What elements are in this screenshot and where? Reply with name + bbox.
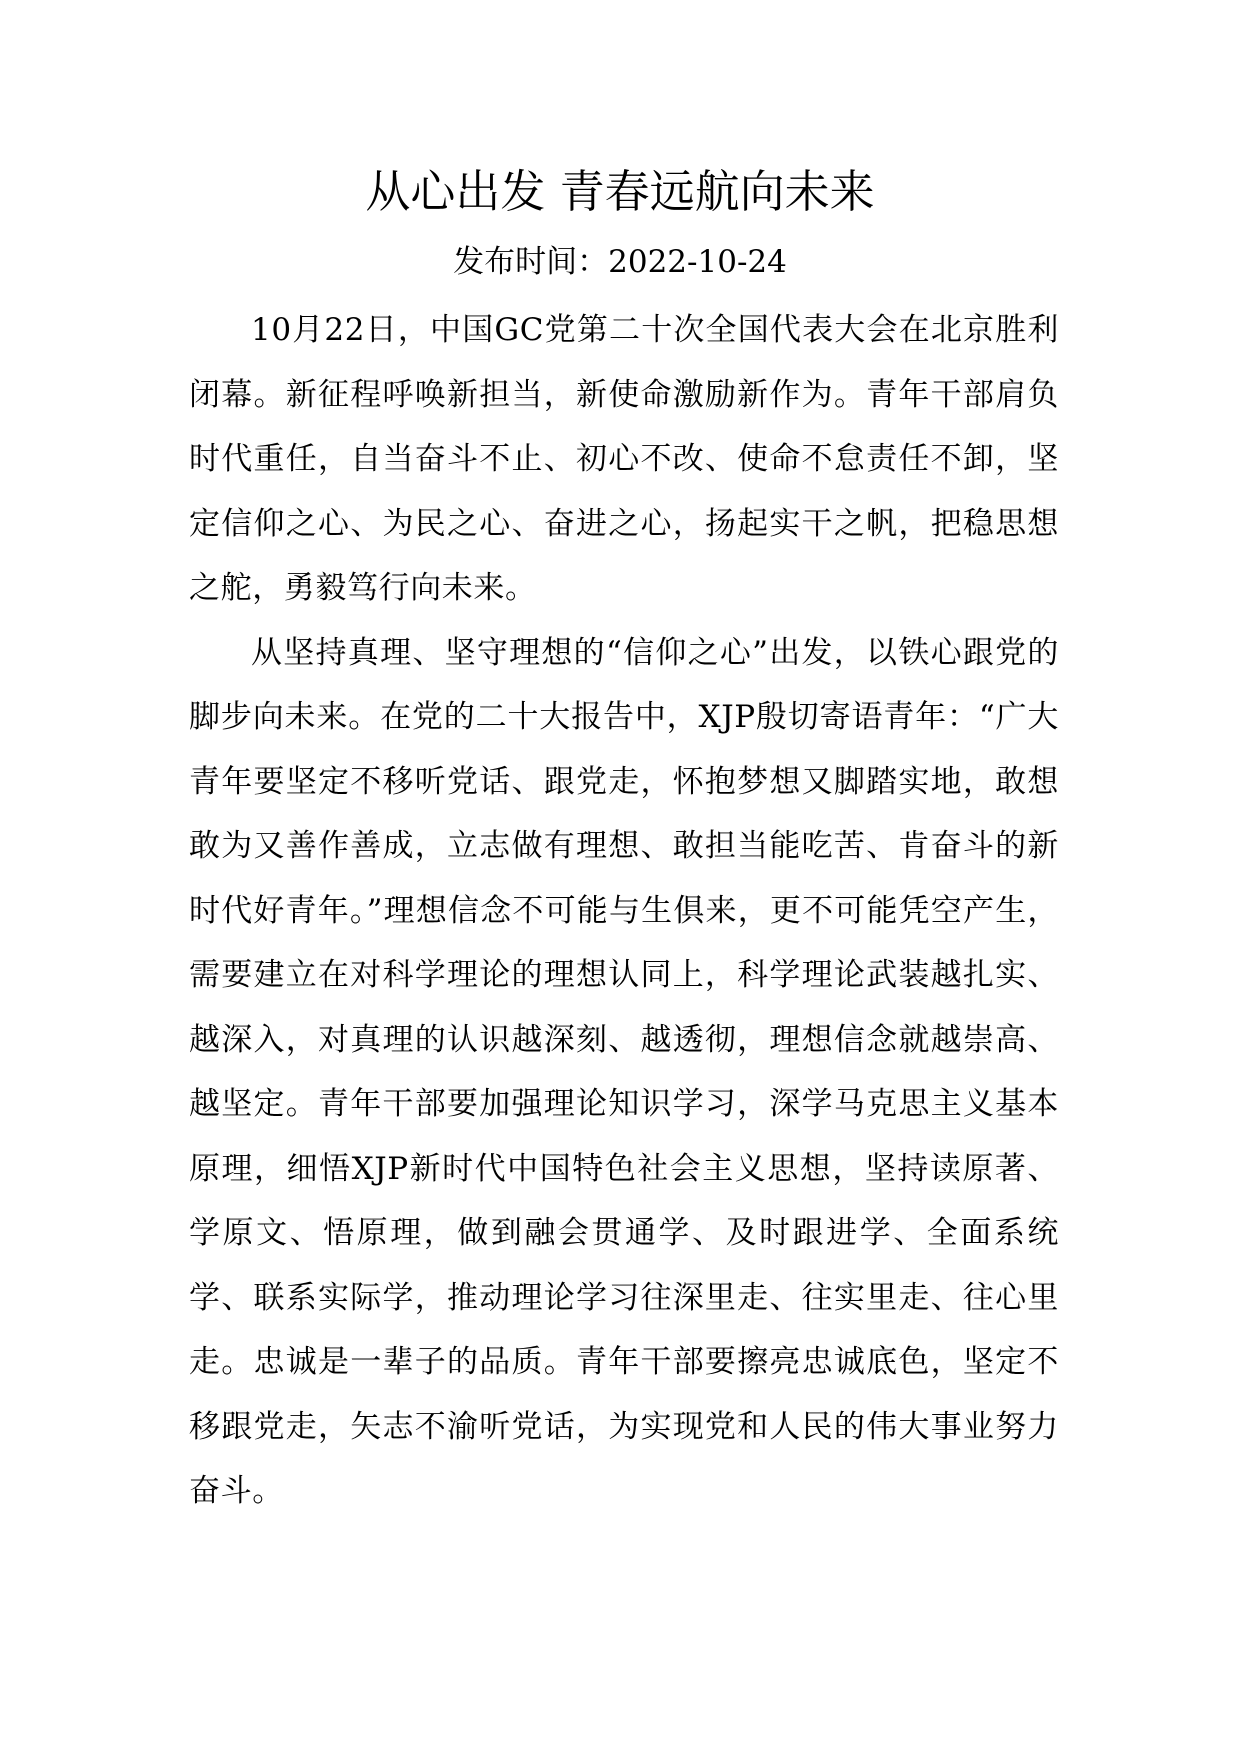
paragraph: 10月22日，中国GC党第二十次全国代表大会在北京胜利闭幕。新征程呼唤新担当，新使命激励新作为。青年干部肩负时代重任，自当奋斗不止、初心不改、使命不怠责任不卸，坚定信仰之心、为民之心、奋进之心，扬起实干之帆，把稳思想之舵，勇毅笃行向未来。 [189, 312, 1059, 606]
article-title: 从心出发 青春远航向未来 [365, 165, 875, 218]
publish-date: 发布时间：2022-10-24 [453, 244, 787, 280]
article-body [189, 298, 1059, 1524]
paragraph: 从坚持真理、坚守理想的“信仰之心”出发，以铁心跟党的脚步向未来。在党的二十大报告中，XJP殷切寄语青年：“广大青年要坚定不移听党话、跟党走，怀抱梦想又脚踏实地，敢想敢为又善作善成，立志做有理想、敢担当能吃苦、肯奋斗的新时代好青年。”理想信念不可能与生俱来，更不可能凭空产生，需要建立在对科学理论的理想认同上，科学理论武装越扎实、越深入，对真理的认识越深刻、越透彻，理想信念就越崇高、越坚定。青年干部要加强理论知识学习，深学马克思主义基本原理，细悟XJP新时代中国特色社会主义思想，坚持读原著、学原文、悟原理，做到融会贯通学、及时跟进学、全面系统学、联系实际学，推动理论学习往深里走、往实里走、往心里走。忠诚是一辈子的品质。青年干部要擦亮忠诚底色，坚定不移跟党走，矢志不渝听党话，为实现党和人民的伟大事业努力奋斗。 [189, 634, 1059, 1509]
